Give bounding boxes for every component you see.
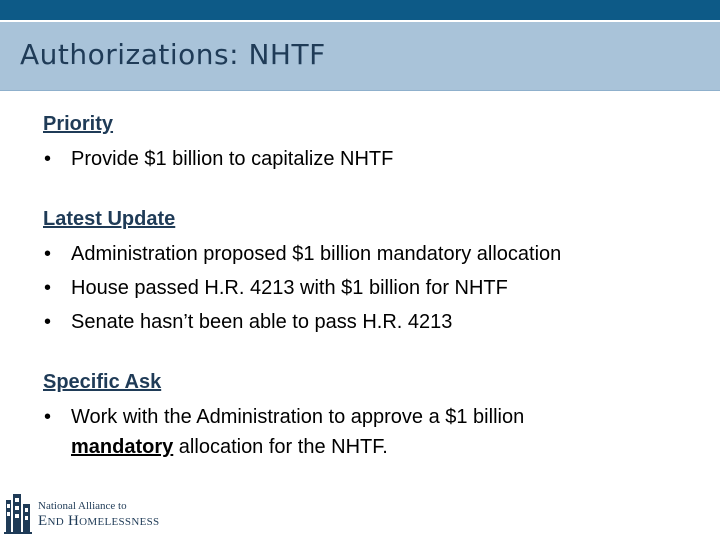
specific-ask-heading: Specific Ask — [43, 371, 162, 393]
building-logo-icon — [4, 492, 34, 534]
ask-emphasis: mandatory — [71, 436, 174, 458]
logo-text-line1: National Alliance to — [38, 500, 127, 512]
priority-section — [43, 109, 703, 174]
latest-update-section — [43, 204, 703, 337]
bullet-item — [43, 402, 703, 462]
bullet-item: • House passed H.R. 4213 with $1 billion for NHTF — [43, 273, 703, 303]
bullet-item: • Provide $1 billion to capitalize NHTF — [43, 144, 703, 174]
priority-heading: Priority — [43, 113, 114, 135]
latest-update-bullets — [43, 239, 703, 337]
logo-text-line2: End Homelessness — [38, 513, 160, 529]
bullet-item: • Senate hasn’t been able to pass H.R. 4213 — [43, 307, 703, 337]
latest-update-heading: Latest Update — [43, 208, 176, 230]
bullet-item: • Administration proposed $1 billion mandatory allocation — [43, 239, 703, 269]
slide-content — [43, 109, 703, 462]
specific-ask-bullets — [43, 402, 703, 462]
ask-text-start: Work with the Administration to approve a $1 billion — [71, 406, 525, 428]
priority-bullets — [43, 144, 703, 174]
specific-ask-section — [43, 367, 703, 462]
ask-text-end: allocation for the NHTF. — [173, 436, 388, 458]
organization-logo — [4, 490, 194, 536]
slide-title: Authorizations: NHTF — [20, 38, 326, 71]
top-band — [0, 0, 720, 20]
title-bar — [0, 22, 720, 91]
